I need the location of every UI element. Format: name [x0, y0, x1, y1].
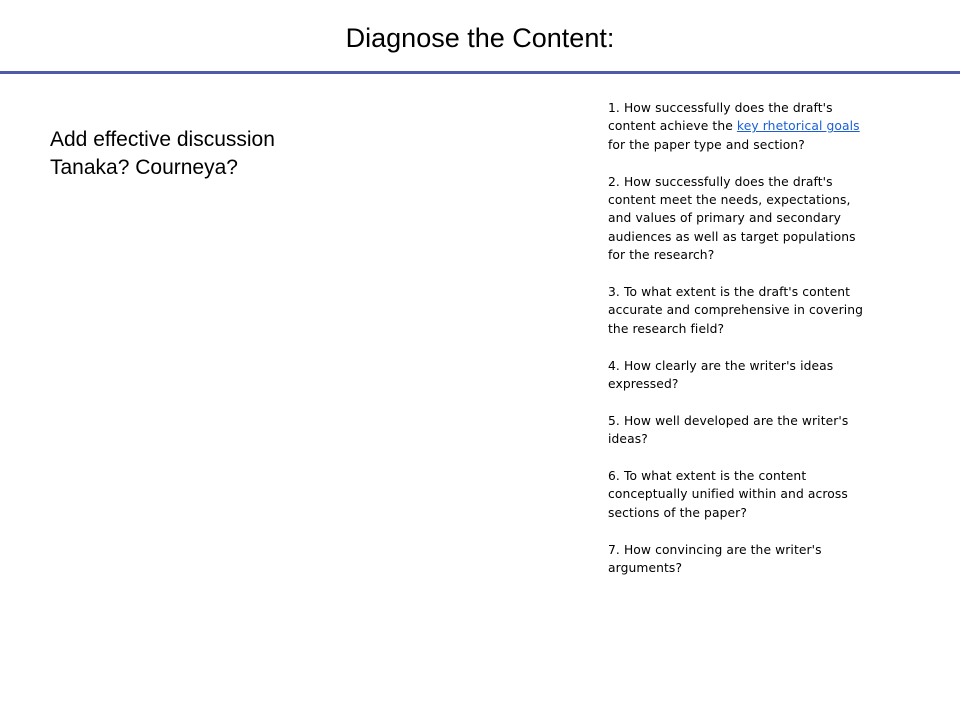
question-1-line-1: 1. How successfully does the draft's	[608, 101, 833, 115]
title-divider	[0, 71, 960, 74]
question-6-line-3: sections of the paper?	[608, 505, 747, 520]
question-4-line-1: 4. How clearly are the writer's ideas	[608, 358, 834, 373]
question-6-line-1: 6. To what extent is the content	[608, 469, 807, 484]
question-6-line-2: conceptually unified within and across	[608, 487, 848, 502]
question-7	[608, 541, 948, 578]
question-3-line-2: accurate and comprehensive in covering	[608, 303, 864, 318]
question-4-line-2: expressed?	[608, 377, 679, 392]
question-2-line-5: for the research?	[608, 248, 715, 263]
question-5	[608, 412, 948, 449]
question-3	[608, 283, 948, 338]
question-2-line-3: and values of primary and secondary	[608, 211, 842, 226]
question-2-line-1: 2. How successfully does the draft's	[608, 174, 833, 189]
question-3-line-3: the research field?	[608, 321, 725, 336]
question-2-line-2: content meet the needs, expectations,	[608, 193, 851, 208]
question-1-line-2	[608, 117, 948, 135]
diagnostic-questions-list	[608, 99, 948, 596]
question-4	[608, 357, 948, 394]
question-5-line-2: ideas?	[608, 432, 648, 447]
slide-title: Diagnose the Content:	[345, 23, 615, 53]
question-7-line-1: 7. How convincing are the writer's	[608, 542, 822, 557]
notes-line-2: Tanaka? Courneya?	[50, 156, 238, 179]
key-rhetorical-goals-link[interactable]: key rhetorical goals	[736, 119, 860, 134]
question-6	[608, 467, 948, 522]
question-1-line-3: for the paper type and section?	[608, 137, 805, 152]
question-1-line-2-text: content achieve the	[608, 119, 737, 134]
question-7-line-2: arguments?	[608, 561, 683, 576]
question-3-line-1: 3. To what extent is the draft's content	[608, 285, 851, 300]
question-1	[608, 99, 948, 154]
notes-line-1: Add effective discussion	[50, 128, 275, 151]
question-2	[608, 173, 948, 265]
discussion-notes	[50, 126, 470, 182]
question-5-line-1: 5. How well developed are the writer's	[608, 413, 849, 428]
question-2-line-4: audiences as well as target populations	[608, 229, 856, 244]
